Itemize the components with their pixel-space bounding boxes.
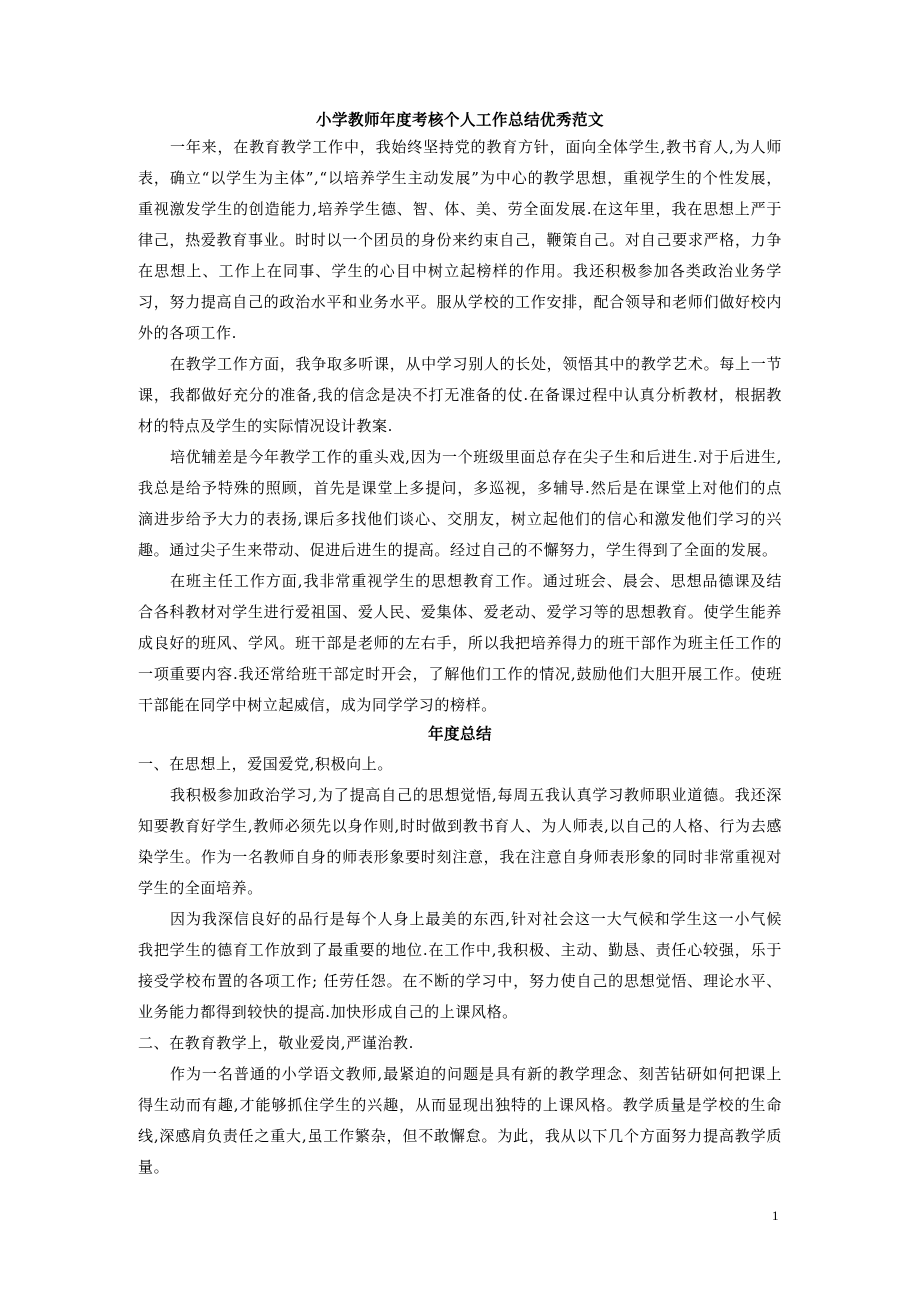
- paragraph-intro: 一年来，在教育教学工作中，我始终坚持党的教育方针，面向全体学生,教书育人,为人师表，确立“以学生为主体”,“以培养学生主动发展”为中心的教学思想，重视学生的个性发展，重视激发学生的创造能力,培养学生德、智、体、美、劳全面发展.在这年里，我在思想上严于律己，热爱教育事业。时时以一个团员的身份来约束自己，鞭策自己。对自己要求严格，力争在思想上、工作上在同事、学生的心目中树立起榜样的作用。我还积极参加各类政治业务学习，努力提高自己的政治水平和业务水平。服从学校的工作安排，配合领导和老师们做好校内外的各项工作.: [138, 138, 782, 342]
- document-title: 小学教师年度考核个人工作总结优秀范文: [315, 110, 604, 129]
- section-heading-teaching: 二、在教育教学上，敬业爱岗,严谨治教.: [138, 1034, 414, 1052]
- section-title-annual-summary: 年度总结: [427, 724, 492, 743]
- paragraph-teaching-quality: 作为一名普通的小学语文教师,最紧迫的问题是具有新的教学理念、刻苦钻研如何把课上得生动而有趣,才能够抓住学生的兴趣，从而显现出独特的上课风格。教学质量是学校的生命线,深感肩负责任之重大,虽工作繁杂，但不敢懈怠。为此，我从以下几个方面努力提高教学质量。: [138, 1065, 782, 1176]
- page-number: 1: [772, 1208, 779, 1223]
- paragraph-teaching: 在教学工作方面，我争取多听课，从中学习别人的长处，领悟其中的教学艺术。每上一节课，我都做好充分的准备,我的信念是决不打无准备的仗.在备课过程中认真分析教材，根据教材的特点及学生的实际情况设计教案.: [138, 355, 782, 435]
- paragraph-political-study: 我积极参加政治学习,为了提高自己的思想觉悟,每周五我认真学习教师职业道德。我还深知要教育好学生,教师必须先以身作则,时时做到教书育人、为人师表,以自己的人格、行为去感染学生。作为一名教师自身的师表形象要时刻注意，我在注意自身师表形象的同时非常重视对学生的全面培养。: [138, 786, 782, 897]
- document-page: [138, 110, 782, 1183]
- paragraph-class-teacher: 在班主任工作方面,我非常重视学生的思想教育工作。通过班会、晨会、思想品德课及结合各科教材对学生进行爱祖国、爱人民、爱集体、爱老动、爱学习等的思想教育。使学生能养成良好的班风、学风。班干部是老师的左右手，所以我把培养得力的班干部作为班主任工作的一项重要内容.我还常给班干部定时开会，了解他们工作的情况,鼓励他们大胆开展工作。使班干部能在同学中树立起威信，成为同学学习的榜样。: [138, 572, 782, 714]
- paragraph-tutoring: 培优辅差是今年教学工作的重头戏,因为一个班级里面总存在尖子生和后进生.对于后进生,我总是给予特殊的照顾，首先是课堂上多提问，多巡视，多辅导.然后是在课堂上对他们的点滴进步给予大力的表扬,课后多找他们谈心、交朋友，树立起他们的信心和激发他们学习的兴趣。通过尖子生来带动、促进后进生的提高。经过自己的不懈努力，学生得到了全面的发展。: [138, 448, 782, 559]
- paragraph-moral-education: 因为我深信良好的品行是每个人身上最美的东西,针对社会这一大气候和学生这一小气候我把学生的德育工作放到了最重要的地位.在工作中,我积极、主动、勤恳、责任心较强，乐于接受学校布置的各项工作; 任劳任怨。在不断的学习中，努力使自己的思想觉悟、理论水平、业务能力都得到较快的提高.加快形成自己的上课风格。: [138, 910, 782, 1021]
- section-heading-ideology: 一、在思想上，爱国爱党,积极向上。: [138, 755, 393, 773]
